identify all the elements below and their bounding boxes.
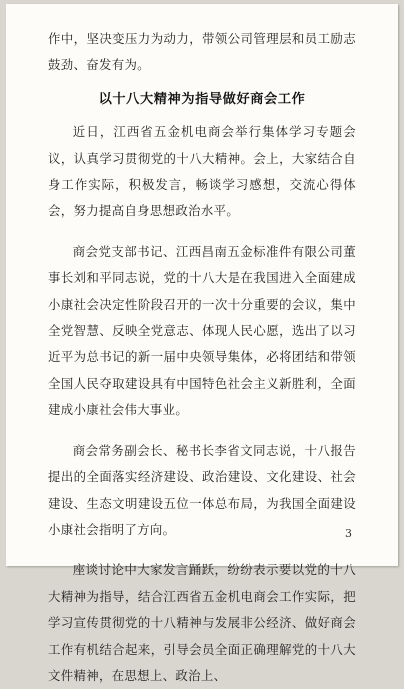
paragraph-discussion: 座谈讨论中大家发言踊跃，纷纷表示要以党的十八大精神为指导，结合江西省五金机电商会工作实际，把学习宣传贯彻党的十八精神与发展非公经济、做好商会工作有机结合起来，引导会员全面正确理解党的十八大文件精神，在思想上、政治上、 bbox=[48, 562, 356, 683]
paragraph-li-xingwen: 商会常务副会长、秘书长李省文同志说，十八报告提出的全面落实经济建设、政治建设、文化建设、社会建设、生态文明建设五位一体总布局，为我国全面建设小康社会指明了方向。 bbox=[48, 442, 356, 537]
page-number: 3 bbox=[345, 527, 352, 540]
paragraph-liu-heping: 商会党支部书记、江西昌南五金标准件有限公司董事长刘和平同志说，党的十八大是在我国进入全面建成小康社会决定性阶段召开的一次十分重要的会议，集中全党智慧、反映全党意志、体现人民心愿，选出了以习近平为总书记的新一届中央领导集体，必将团结和带领全国人民夺取建设具有中国特色社会主义新胜利，全面建成小康社会伟大事业。 bbox=[48, 243, 356, 418]
document-body bbox=[48, 26, 356, 689]
document-page bbox=[6, 4, 398, 683]
section-heading: 以十八大精神为指导做好商会工作 bbox=[98, 91, 306, 107]
paragraph-intro: 近日，江西省五金机电商会举行集体学习专题会议，认真学习贯彻党的十八大精神。会上，大家结合自身工作实际，积极发言，畅谈学习感想，交流心得体会，努力提高自身思想政治水平。 bbox=[48, 124, 356, 219]
paragraph-continuation: 作中，坚决变压力为动力，带领公司管理层和员工励志鼓劲、奋发有为。 bbox=[48, 31, 356, 73]
